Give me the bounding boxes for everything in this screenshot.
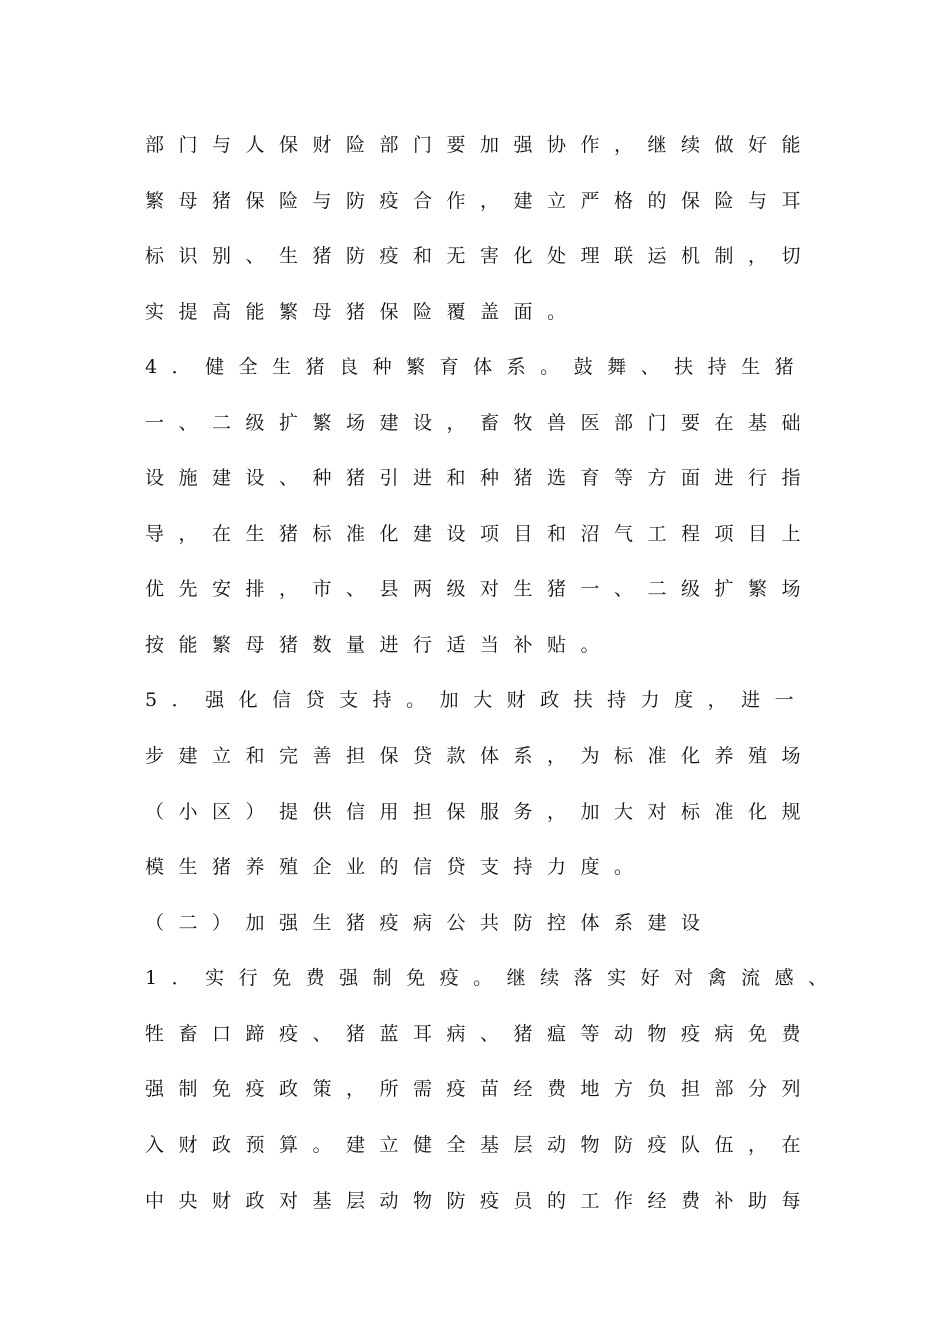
text-line: 步建立和完善担保贷款体系，为标准化养殖场 [145,745,816,767]
text-line: 导，在生猪标准化建设项目和沼气工程项目上 [145,523,816,545]
section-heading: （二）加强生猪疫病公共防控体系建设 [145,912,715,934]
text-line: 按能繁母猪数量进行适当补贴。 [145,634,615,656]
text-line: 实提高能繁母猪保险覆盖面。 [145,301,581,323]
text-line: 一、二级扩繁场建设，畜牧兽医部门要在基础 [145,412,816,434]
text-line: 中央财政对基层动物防疫员的工作经费补助每 [145,1190,816,1212]
text-line: 1．实行免费强制免疫。继续落实好对禽流感、 [145,967,842,989]
text-line: 5．强化信贷支持。加大财政扶持力度，进一 [145,689,809,711]
text-line: 牲畜口蹄疫、猪蓝耳病、猪瘟等动物疫病免费 [145,1023,816,1045]
text-line: 优先安排，市、县两级对生猪一、二级扩繁场 [145,578,816,600]
text-line: 强制免疫政策，所需疫苗经费地方负担部分列 [145,1078,816,1100]
text-line: 设施建设、种猪引进和种猪选育等方面进行指 [145,467,816,489]
text-line: 模生猪养殖企业的信贷支持力度。 [145,856,648,878]
text-line: 部门与人保财险部门要加强协作，继续做好能 [145,134,816,156]
text-line: （小区）提供信用担保服务，加大对标准化规 [145,801,816,823]
text-line: 入财政预算。建立健全基层动物防疫队伍，在 [145,1134,816,1156]
text-line: 繁母猪保险与防疫合作，建立严格的保险与耳 [145,190,816,212]
text-line: 标识别、生猪防疫和无害化处理联运机制，切 [145,245,816,267]
text-line: 4．健全生猪良种繁育体系。鼓舞、扶持生猪 [145,356,809,378]
